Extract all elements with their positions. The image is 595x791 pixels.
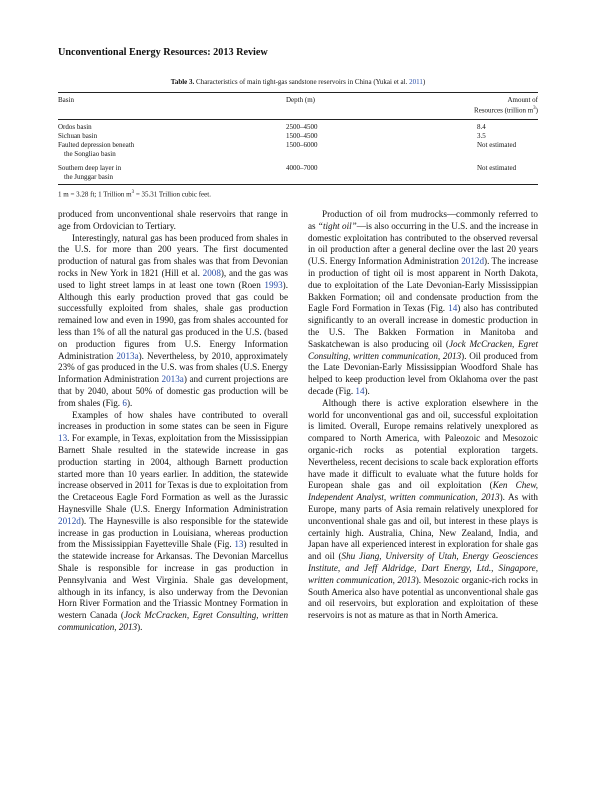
italic-term: “tight oil” — [317, 220, 357, 231]
table-cell-amount: 8.4 — [477, 123, 486, 131]
paragraph — [58, 233, 288, 410]
figure-link[interactable]: 13 — [234, 539, 244, 550]
paragraph — [308, 398, 538, 622]
text-run: —is also occurring in the U.S. and the increase in domestic exploitation has contributed to the observed reversal in oil production after a general decline over the last 20 years (U.S. Energy Information Administration — [308, 220, 539, 267]
table-caption-citation-link[interactable]: 2011 — [409, 78, 423, 86]
text-run: ). — [137, 621, 143, 632]
table-cell-depth: 2500–4500 — [286, 123, 318, 131]
italic-citation: Shu Jiang, University of Utah, Energy Geosciences Institute, and Jeff Aldridge, Dart Energy, Ltd., Singapore, written communication, 2013 — [308, 551, 538, 585]
figure-link[interactable]: 14 — [448, 303, 458, 314]
italic-citation: Jock McCracken, Egret Consulting, written communication, 2013 — [308, 338, 538, 361]
text-run: . For example, in Texas, exploitation from the Mississippian Barnett Shale resulted in the statewide increase in gas production starting in 2004, although Barnett production started more than 10 years earlier. In addition, the statewide increase observed in 2011 for Texas is due to exploitation from the Cretaceous Eagle Ford Formation as well as the Jurassic Haynesville Shale (U.S. Energy Information Administration — [58, 433, 288, 514]
column-header-amount-line1: Amount of — [507, 96, 538, 104]
text-run: ). As with Europe, many parts of Asia remain relatively unexplored for unconventional shale gas and oil, but interest in these plays is certainly high. Australia, China, New Zealand, India, and Japan have all experienced interest in exploration for shale gas and oil ( — [308, 492, 538, 562]
table-cell-amount: Not estimated — [477, 164, 517, 172]
italic-citation: Jock McCracken, Egret Consulting, written communication, 2013 — [58, 610, 289, 632]
table-cell-basin-cont: the Junggar basin — [64, 173, 113, 181]
table-cell-depth: 1500–6000 — [286, 141, 318, 149]
text-run: ). Although this early production proved that gas could be successfully exploited from shales, shale gas production remained low and even in 1990, gas from shales accounted for less than 1% of all the natural gas produced in the U.S. (based on production figures from U.S. Energy Information Administration — [58, 279, 288, 361]
italic-citation: Ken Chew, Independent Analyst, written communication, 2013 — [308, 480, 539, 503]
figure-link[interactable]: 14 — [355, 385, 365, 396]
table-cell-basin: Southern deep layer in — [58, 164, 122, 172]
citation-link[interactable]: 2013a — [161, 374, 184, 385]
text-run: Production of oil from mudrocks—commonly referred to as — [308, 209, 538, 231]
running-header: Unconventional Energy Resources: 2013 Review — [58, 47, 268, 58]
table-bottom-rule — [58, 184, 538, 185]
column-header-amount — [430, 96, 538, 115]
table-cell-depth: 4000–7000 — [286, 164, 318, 172]
paragraph — [308, 209, 538, 398]
table-cell-amount: 3.5 — [477, 132, 486, 140]
right-text-column — [308, 209, 538, 622]
text-run: Although there is active exploration elsewhere in the world for unconventional gas and oil, successful exploitation is limited. Overall, Europe remains relatively unexplored as compared to North America, with Paleozoic and Mesozoic organic-rich rocks as potential exploration targets. Nevertheless, recent decisions to scale back exploration efforts have made it difficult to evaluate what the future holds for European shale gas and oil exploitation ( — [308, 397, 538, 491]
text-run: ) resulted in the statewide increase for Arkansas. The Devonian Marcellus Shale is responsible for increase in gas production in Pennsylvania and West Virginia. Shale gas development, although in its infancy, is also underway from the Devonian Horn River Formation and the Triassic Montney Formation in western Canada ( — [58, 539, 288, 621]
table-top-rule — [58, 92, 538, 93]
text-run: ). Mesozoic organic-rich rocks in South America also have potential as unconventional shale gas and oil reservoirs, but exploration and exploitation of these reservoirs is not as mature as that in North America. — [308, 574, 538, 621]
figure-link[interactable]: 6 — [122, 397, 127, 408]
text-run: ) also has contributed significantly to an overall increase in domestic production in the U.S. The Bakken Formation in Manitoba and Saskatchewan is also producing oil ( — [308, 303, 538, 349]
column-header-amount-end: ) — [535, 105, 538, 114]
text-run: ). The Haynesville is also responsible for the statewide increase in gas production in Louisiana, whereas production from the Mississippian Fayetteville Shale (Fig. — [58, 515, 288, 550]
column-header-amount-sup: 3 — [533, 105, 536, 111]
text-run: ). Oil produced from the Late Devonian-Early Mississippian Woodford Shale has helped to keep production level from Oklahoma over the past decade (Fig. — [308, 350, 538, 396]
paragraph — [58, 410, 288, 634]
text-run: Interestingly, natural gas has been produced from shales in the U.S. for more than 200 years. The first documented production of natural gas from shales was that from Devonian rocks in New York in 1821 (Hill et al. — [58, 232, 288, 278]
table-cell-basin: Faulted depression beneath — [58, 141, 135, 149]
figure-link[interactable]: 13 — [58, 433, 68, 444]
table-footnote-text-end: = 35.31 Trillion cubic feet. — [134, 190, 211, 199]
table-footnote-sup: 3 — [131, 190, 135, 195]
citation-link[interactable]: 2012d — [461, 256, 485, 267]
table-caption — [58, 78, 538, 86]
citation-link[interactable]: 1993 — [264, 279, 283, 290]
text-run: ). The increase in production of tight oil is most apparent in North Dakota, due to exploitation of the Late Devonian-Early Mississippian Bakken Formation; oil and condensate production from the Eagle Ford Formation in Texas (Fig. — [308, 256, 538, 314]
column-header-depth: Depth (m) — [286, 96, 315, 104]
table-caption-close: ) — [422, 78, 426, 86]
column-header-basin: Basin — [58, 96, 74, 104]
citation-link[interactable]: 2008 — [202, 267, 221, 278]
table-footnote — [58, 190, 211, 198]
table-cell-depth: 1500–4500 — [286, 132, 318, 140]
table-footnote-text: 1 m = 3.28 ft; 1 Trillion m — [58, 190, 132, 199]
text-run: ), and the gas was used to light street lamps in at least one town (Roen — [58, 267, 288, 290]
table-caption-text: Characteristics of main tight-gas sandstone reservoirs in China (Yukai et al. — [196, 78, 408, 86]
column-header-amount-line2: Resources (trillion m — [474, 105, 534, 114]
table-caption-label: Table 3. — [170, 78, 195, 86]
table-cell-basin: Sichuan basin — [58, 132, 98, 140]
table-header-rule — [58, 119, 538, 120]
left-text-column — [58, 209, 288, 634]
text-run: ). Nevertheless, by 2010, approximately 23% of gas produced in the U.S. was from shales (U.S. Energy Information Administration — [58, 350, 288, 385]
citation-link[interactable]: 2012d — [58, 515, 81, 526]
text-run: ). — [364, 385, 370, 396]
table-cell-amount: Not estimated — [477, 141, 517, 149]
table-cell-basin-cont: the Songliao basin — [64, 150, 116, 158]
paragraph: produced from unconventional shale reservoirs that range in age from Ordovician to Tertiary. — [58, 209, 288, 231]
text-run: Examples of how shales have contributed to overall increases in production in some states can be seen in Figure — [58, 409, 288, 432]
citation-link[interactable]: 2013a — [116, 350, 139, 361]
text-run: ). — [126, 397, 133, 408]
table-cell-basin: Ordos basin — [58, 123, 92, 131]
text-run: ) and current projections are that by 2040, about 50% of domestic gas production will be from shales (Fig. — [58, 374, 288, 408]
